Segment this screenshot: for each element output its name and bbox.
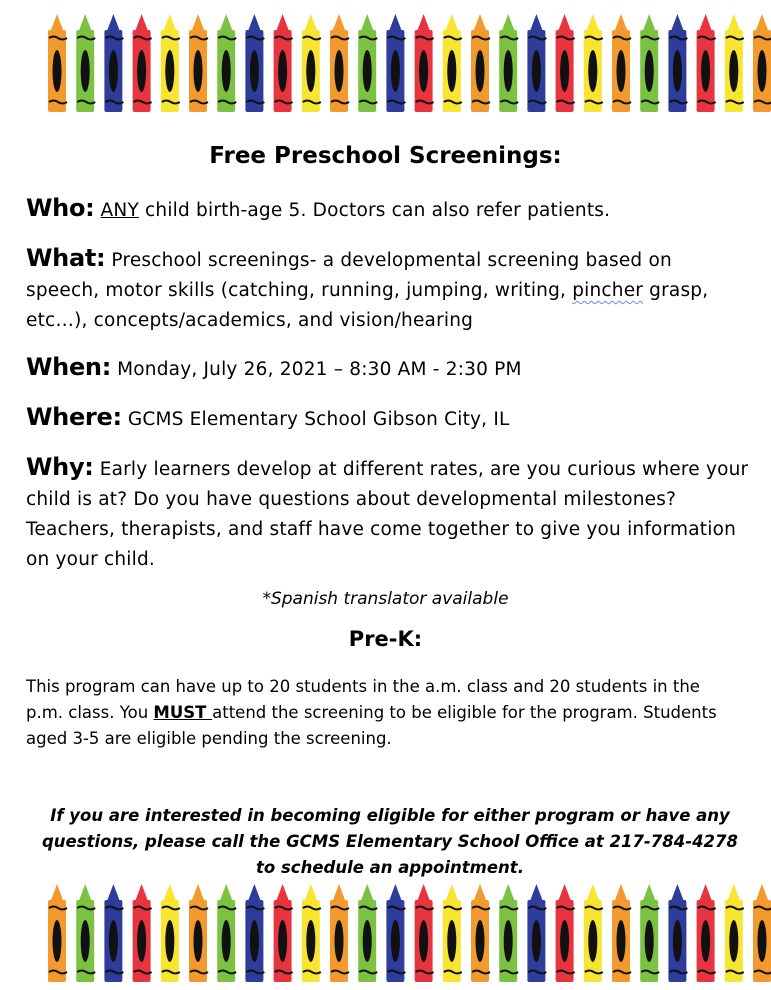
who-label: Who: xyxy=(26,194,95,222)
when-label: When: xyxy=(26,353,112,381)
crayon-icon xyxy=(415,14,434,112)
crayon-icon xyxy=(612,14,631,112)
translator-note: *Spanish translator available xyxy=(262,589,509,609)
why-section xyxy=(26,452,751,575)
page-title: Free Preschool Screenings: xyxy=(209,143,562,169)
crayon-icon xyxy=(725,14,744,112)
crayon-icon xyxy=(697,884,716,982)
crayon-icon xyxy=(415,884,434,982)
crayon-icon xyxy=(697,14,716,112)
what-text-after: grasp, etc…), concepts/academics, and vision/hearing xyxy=(26,280,709,331)
where-text: GCMS Elementary School Gibson City, IL xyxy=(121,409,510,430)
who-section xyxy=(26,193,751,226)
what-text-before: Preschool screenings- a developmental screening based on speech, motor skills (catching, running, jumping, writing, xyxy=(26,250,672,301)
crayon-icon xyxy=(133,884,152,982)
crayon-icon xyxy=(245,14,264,112)
crayon-icon xyxy=(274,14,293,112)
crayon-icon xyxy=(725,884,744,982)
crayon-icon xyxy=(76,14,95,112)
crayon-icon xyxy=(584,14,603,112)
crayon-icon xyxy=(527,14,546,112)
why-text: Early learners develop at different rates, are you curious where your child is at? Do you have questions about developmental milestones? Teachers, therapists, and staff have come together to give you information on your child. xyxy=(26,459,749,570)
crayon-icon xyxy=(245,884,264,982)
who-text: child birth-age 5. Doctors can also refer patients. xyxy=(138,200,611,221)
crayon-icon xyxy=(330,884,349,982)
crayon-icon xyxy=(161,884,180,982)
crayon-icon xyxy=(217,884,236,982)
prek-emphasis: MUST xyxy=(153,703,213,722)
prek-section xyxy=(26,674,726,752)
crayon-icon xyxy=(753,14,771,112)
when-section xyxy=(26,352,751,385)
crayon-icon xyxy=(471,14,490,112)
crayon-icon xyxy=(133,14,152,112)
crayon-icon xyxy=(386,14,405,112)
crayon-icon xyxy=(189,884,208,982)
crayon-icon xyxy=(640,884,659,982)
crayon-icon xyxy=(668,884,687,982)
contact-call-to-action: If you are interested in becoming eligible for either program or have any questions, please call the GCMS Elementary School Office at 217-784-4278 to schedule an appointment. xyxy=(42,806,738,877)
crayon-icon xyxy=(443,14,462,112)
where-section xyxy=(26,402,751,435)
crayon-icon xyxy=(358,14,377,112)
what-section xyxy=(26,243,751,336)
top-crayon-border xyxy=(0,10,771,120)
crayon-icon xyxy=(358,884,377,982)
crayon-icon xyxy=(330,14,349,112)
crayon-icon xyxy=(668,14,687,112)
crayon-icon xyxy=(104,14,123,112)
prek-text-after: attend the screening to be eligible for the program. Students aged 3-5 are eligible pending the screening. xyxy=(26,703,717,748)
why-label: Why: xyxy=(26,453,94,481)
crayon-illustration xyxy=(0,880,771,990)
crayon-icon xyxy=(753,884,771,982)
crayon-icon xyxy=(612,884,631,982)
crayon-icon xyxy=(217,14,236,112)
crayon-icon xyxy=(499,884,518,982)
crayon-icon xyxy=(302,884,321,982)
crayon-icon xyxy=(499,14,518,112)
crayon-icon xyxy=(161,14,180,112)
prek-text-before: This program can have up to 20 students in the a.m. class and 20 students in the p.m. class. You xyxy=(26,677,700,722)
crayon-illustration xyxy=(0,10,771,120)
crayon-icon xyxy=(527,884,546,982)
crayon-icon xyxy=(274,884,293,982)
crayon-icon xyxy=(76,884,95,982)
crayon-icon xyxy=(48,14,67,112)
prek-heading: Pre-K: xyxy=(348,627,423,651)
crayon-icon xyxy=(302,14,321,112)
what-label: What: xyxy=(26,244,106,272)
crayon-icon xyxy=(48,884,67,982)
crayon-icon xyxy=(471,884,490,982)
crayon-icon xyxy=(556,14,575,112)
bottom-crayon-border xyxy=(0,880,771,990)
who-emphasis: ANY xyxy=(100,200,139,221)
crayon-icon xyxy=(386,884,405,982)
crayon-icon xyxy=(443,884,462,982)
when-text: Monday, July 26, 2021 – 8:30 AM - 2:30 PM xyxy=(111,359,522,380)
crayon-icon xyxy=(189,14,208,112)
crayon-icon xyxy=(584,884,603,982)
crayon-icon xyxy=(640,14,659,112)
crayon-icon xyxy=(556,884,575,982)
crayon-icon xyxy=(104,884,123,982)
where-label: Where: xyxy=(26,403,122,431)
spellcheck-word: pincher xyxy=(572,280,644,301)
